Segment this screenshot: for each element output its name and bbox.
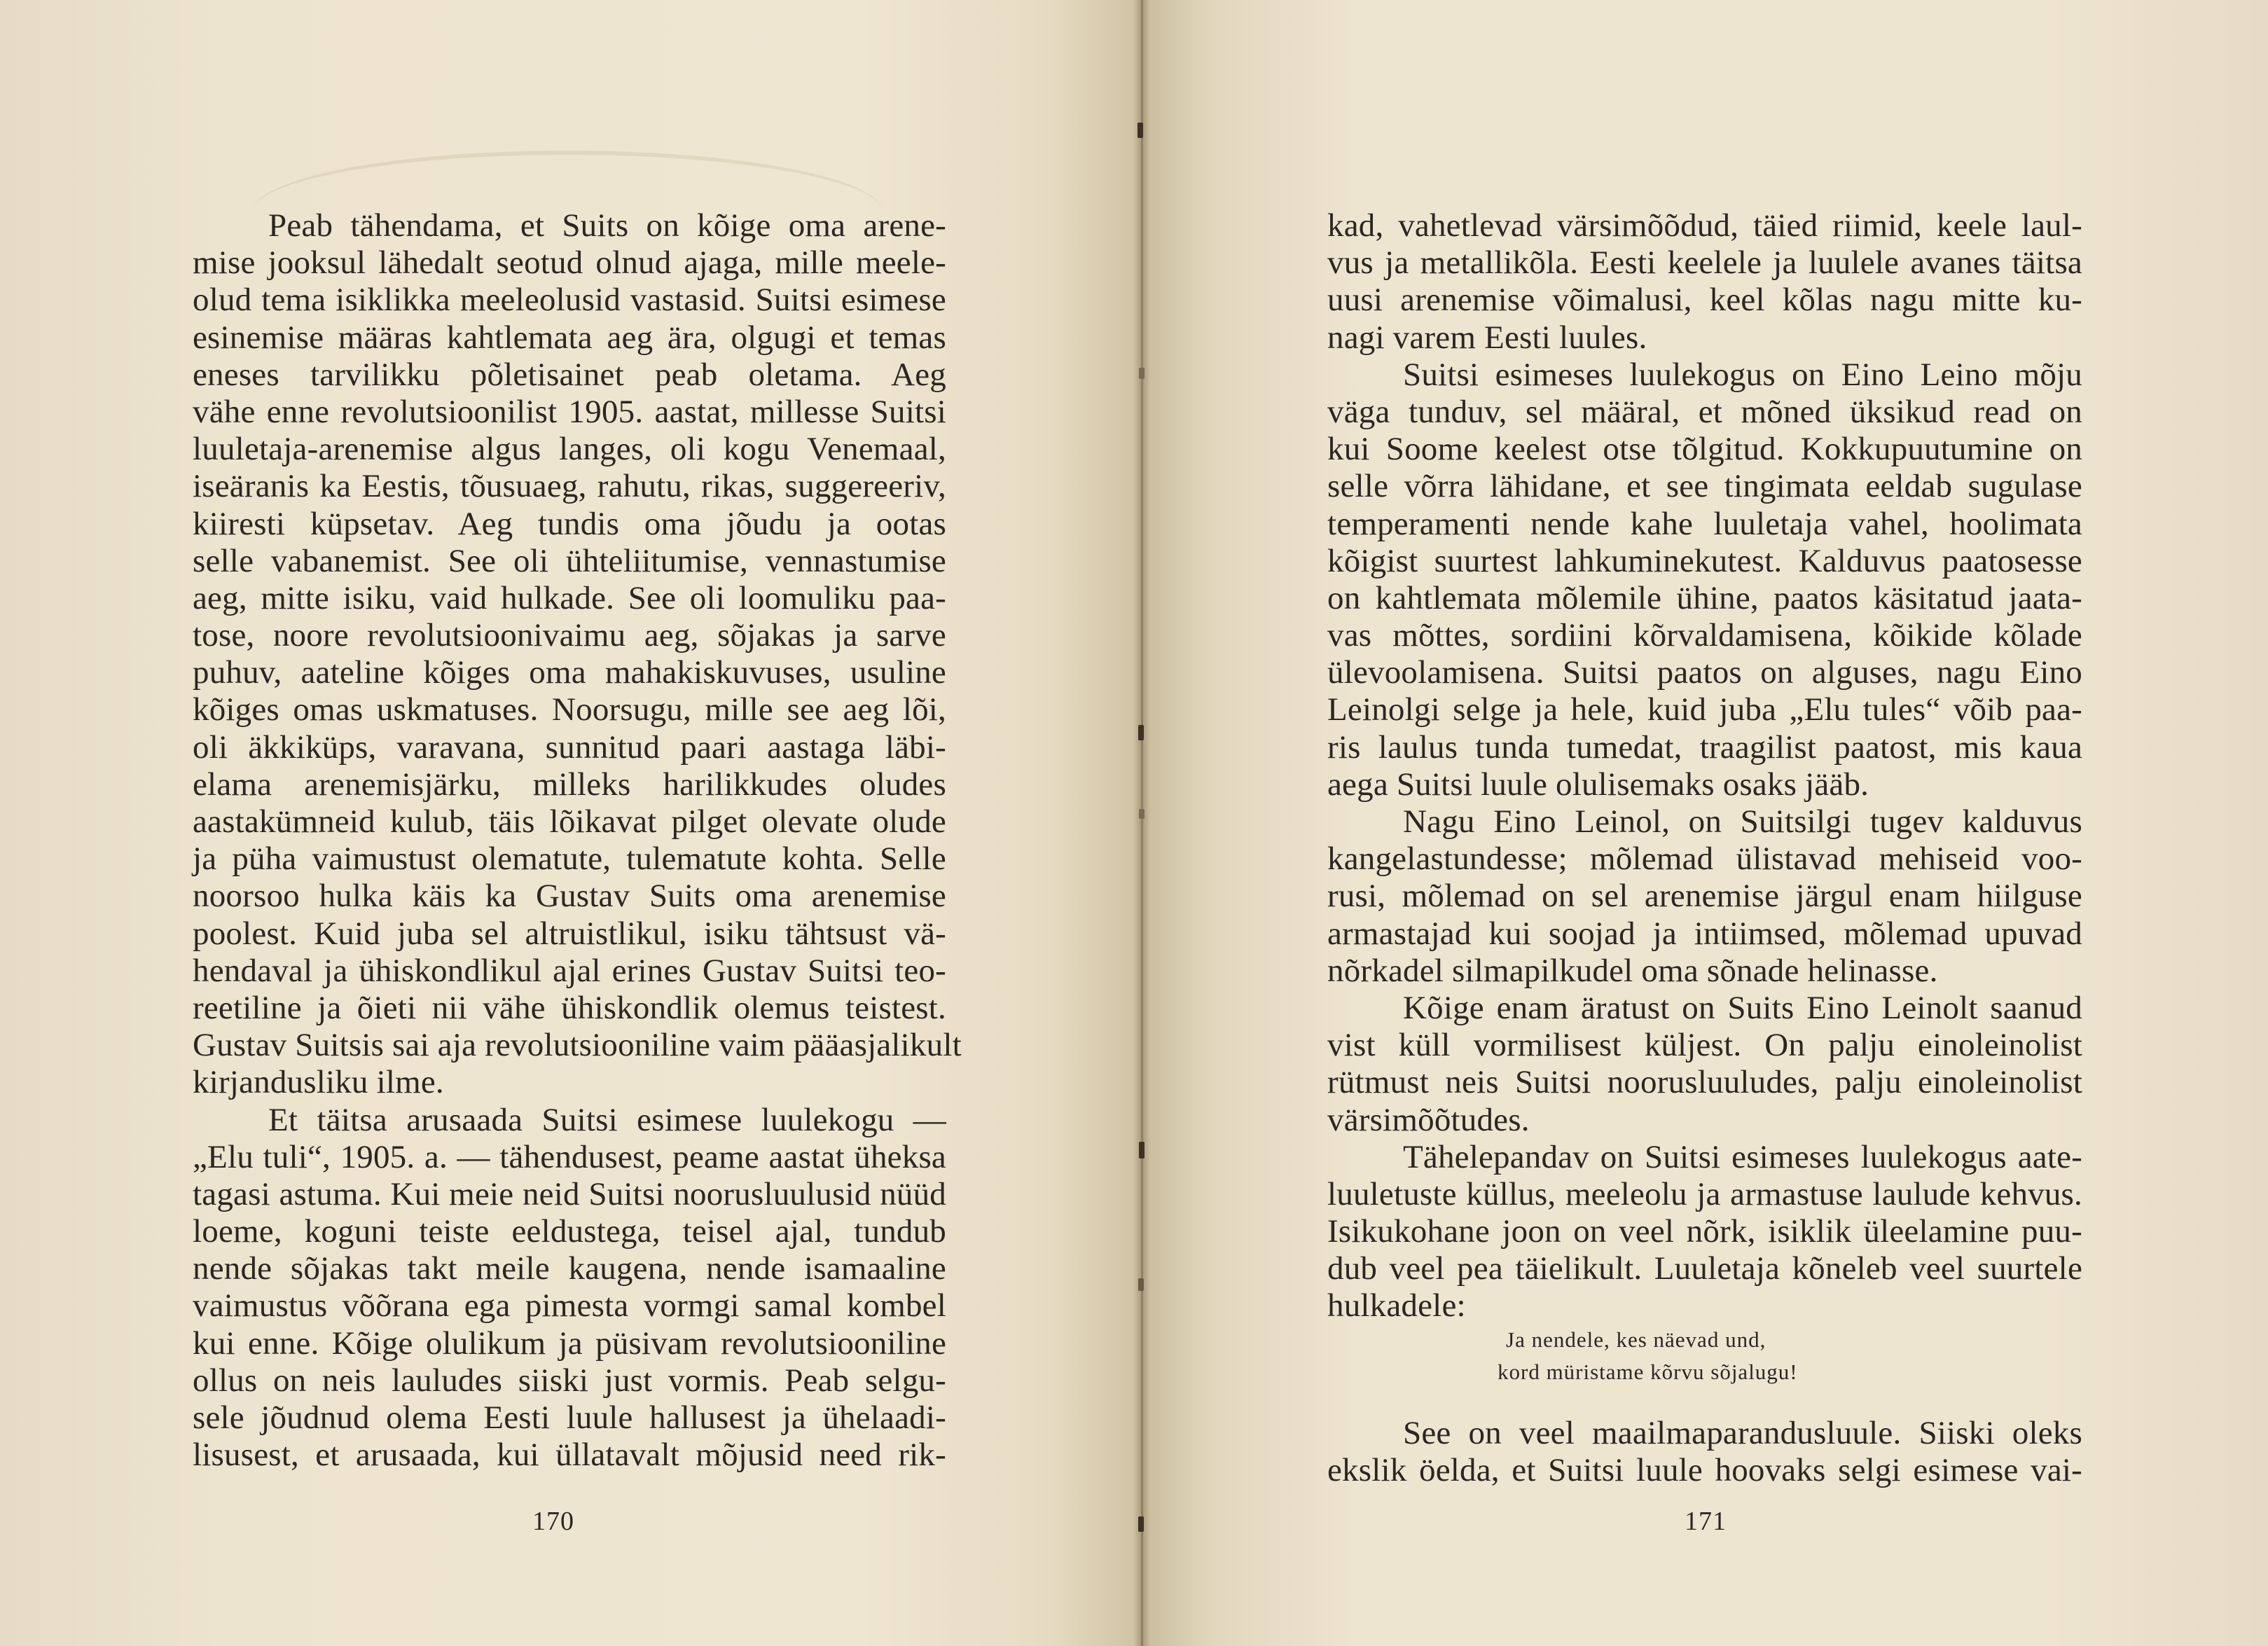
stitch-mark [1138,1278,1144,1291]
text-line: lisusest, et arusaada, kui üllatavalt mõjusid need rik- [193,1437,946,1474]
text-line: puhuv, aateline kõiges oma mahakiskuvuses, usuline [193,654,946,691]
text-line: loeme, koguni teiste eeldustega, teisel ajal, tundub [193,1213,946,1250]
text-line: kirjandusliku ilme. [193,1064,444,1101]
text-line: vist küll vormilisest küljest. On palju einoleinolist [1327,1027,2082,1064]
text-line: nagi varem Eesti luules. [1327,319,1647,356]
text-line: kui Soome keelest otse tõlgitud. Kokkupuutumine on [1327,431,2082,468]
text-line: uusi arenemise võimalusi, keel kõlas nagu mitte ku- [1327,282,2082,319]
text-line: hulkadele: [1327,1287,1466,1325]
text-line: armastajad kui soojad ja intiimsed, mõlemad upuvad [1327,915,2082,952]
text-line: nõrkadel silmapilkudel oma sõnade helinasse. [1327,952,1938,989]
text-line: sele jõudnud olema Eesti luule hallusest ja ühelaadi- [193,1399,946,1436]
book-gutter [1133,0,1150,1646]
text-line: noorsoo hulka käis ka Gustav Suits oma arenemise [193,878,946,915]
text-line: kui enne. Kõige olulikum ja püsivam revolutsiooniline [193,1325,946,1362]
text-line: vas mõttes, sordiini kõrvaldamisena, kõikide kõlade [1327,617,2082,654]
stitch-mark [1139,368,1145,379]
stitch-mark [1138,725,1144,740]
text-line: temperamenti nende kahe luuletaja vahel, hoolimata [1327,505,2082,542]
text-line: tose, noore revolutsioonivaimu aeg, sõjakas ja sarve [193,617,946,654]
text-line: kangelastundesse; mõlemad ülistavad mehiseid voo- [1327,841,2082,878]
text-line: ülevoolamisena. Suitsi paatos on alguses, nagu Eino [1327,654,2082,691]
text-line: Tähelepandav on Suitsi esimeses luulekogus aate- [1403,1138,2082,1175]
text-line: värsimõõtudes. [1327,1101,1530,1138]
text-line: kõiges omas uskmatuses. Noorsugu, mille see aeg lõi, [193,691,946,728]
text-line: Kõige enam äratust on Suits Eino Leinolt saanud [1403,989,2082,1026]
text-line: selle võrra lähidane, et see tingimata eeldab sugulase [1327,468,2082,505]
text-line: olud tema isiklikka meeleolusid vastasid. Suitsi esimese [193,282,946,319]
text-line: luuletaja-arenemise algus langes, oli kogu Venemaal, [193,431,946,468]
text-line: Isikukohane joon on veel nõrk, isiklik üleelamine puu- [1327,1213,2082,1250]
text-line: ja püha vaimustust olematute, tulematute kohta. Selle [193,841,946,878]
left-page-text [193,207,962,1474]
text-line: nende sõjakas takt meile kaugena, nende isamaaline [193,1250,946,1287]
stitch-mark [1139,1142,1145,1159]
right-page-text-continued [1327,1415,2082,1489]
text-line: ekslik öelda, et Suitsi luule hoovaks selgi esimese vai- [1327,1452,2082,1489]
text-line: elama arenemisjärku, milleks harilikkudes oludes [193,766,946,803]
stitch-mark [1138,123,1143,138]
text-line: väga tunduv, sel määral, et mõned üksikud read on [1327,393,2082,430]
text-line: aeg, mitte isiku, vaid hulkade. See oli loomuliku paa- [193,579,946,616]
text-line: reetiline ja õieti nii vähe ühiskondlik olemus teistest. [193,989,946,1026]
text-line: See on veel maailmaparandusluule. Siiski oleks [1403,1415,2082,1451]
stitch-mark [1138,1516,1144,1532]
poem-line: kord müristame kõrvu sõjalugu! [1498,1360,1798,1384]
text-line: rusi, mõlemad on sel arenemise järgul enam hiilguse [1327,878,2082,915]
text-line: kõigist suurtest lahkuminekutest. Kalduvus paatosesse [1327,542,2082,579]
poem-line: Ja nendele, kes näevad und, [1506,1327,1766,1352]
text-line: Et täitsa arusaada Suitsi esimese luulekogu — [268,1101,946,1138]
page-number-left: 170 [532,1507,574,1536]
text-line: dub veel pea täielikult. Luuletaja kõneleb veel suurtele [1327,1250,2082,1287]
text-line: Leinolgi selge ja hele, kuid juba „Elu tules“ võib paa- [1327,691,2082,728]
text-line: hendaval ja ühiskondlikul ajal erines Gustav Suitsi teo- [193,952,946,989]
text-line: Gustav Suitsis sai aja revolutsiooniline vaim pääasjalikult [193,1027,962,1064]
text-line: aastakümneid kulub, täis lõikavat pilget olevate olude [193,803,946,840]
text-line: Peab tähendama, et Suits on kõige oma arene- [268,207,946,244]
text-line: vaimustus võõrana ega pimesta vormgi samal kombel [193,1287,946,1325]
text-line: kiiresti küpsetav. Aeg tundis oma jõudu ja ootas [193,505,946,542]
text-line: vähe enne revolutsioonilist 1905. aastat, millesse Suitsi [193,393,946,430]
text-line: „Elu tuli“, 1905. a. — tähendusest, peame aastat üheksa [193,1138,946,1175]
text-line: selle vabanemist. See oli ühteliitumise, vennastumise [193,542,946,579]
text-line: Nagu Eino Leinol, on Suitsilgi tugev kalduvus [1403,803,2082,840]
text-line: esinemise määras kahtlemata aeg ära, olgugi et temas [193,319,946,356]
right-page-text [1327,207,2082,1325]
text-line: eneses tarvilikku põletisainet peab oletama. Aeg [193,356,946,393]
text-line: ollus on neis lauludes siiski just vormis. Peab selgu- [193,1362,946,1399]
poem-quote [1498,1324,2066,1388]
text-line: vus ja metallikõla. Eesti keelele ja luulele avanes täitsa [1327,244,2082,282]
text-line: on kahtlemata mõlemile ühine, paatos käsitatud jaata- [1327,579,2082,616]
text-line: luuletuste küllus, meeleolu ja armastuse laulude kehvus. [1327,1175,2082,1212]
text-line: kad, vahetlevad värsimõõdud, täied riimid, keele laul- [1327,207,2082,244]
text-line: Suitsi esimeses luulekogus on Eino Leino mõju [1403,356,2082,393]
text-line: poolest. Kuid juba sel altruistlikul, isiku tähtsust vä- [193,915,946,952]
stitch-mark [1139,809,1145,819]
text-line: ris laulus tunda tumedat, traagilist paatost, mis kaua [1327,728,2082,766]
text-line: rütmust neis Suitsi noorusluuludes, palju einoleinolist [1327,1064,2082,1101]
text-line: iseäranis ka Eestis, tõusuaeg, rahutu, rikas, suggereeriv, [193,468,946,505]
page-number-right: 171 [1685,1507,1727,1536]
text-line: tagasi astuma. Kui meie neid Suitsi noorusluulusid nüüd [193,1175,946,1212]
text-line: mise jooksul lähedalt seotud olnud ajaga, mille meele- [193,244,946,282]
text-line: aega Suitsi luule olulisemaks osaks jääb. [1327,766,1869,803]
text-line: oli äkkiküps, varavana, sunnitud paari aastaga läbi- [193,728,946,766]
